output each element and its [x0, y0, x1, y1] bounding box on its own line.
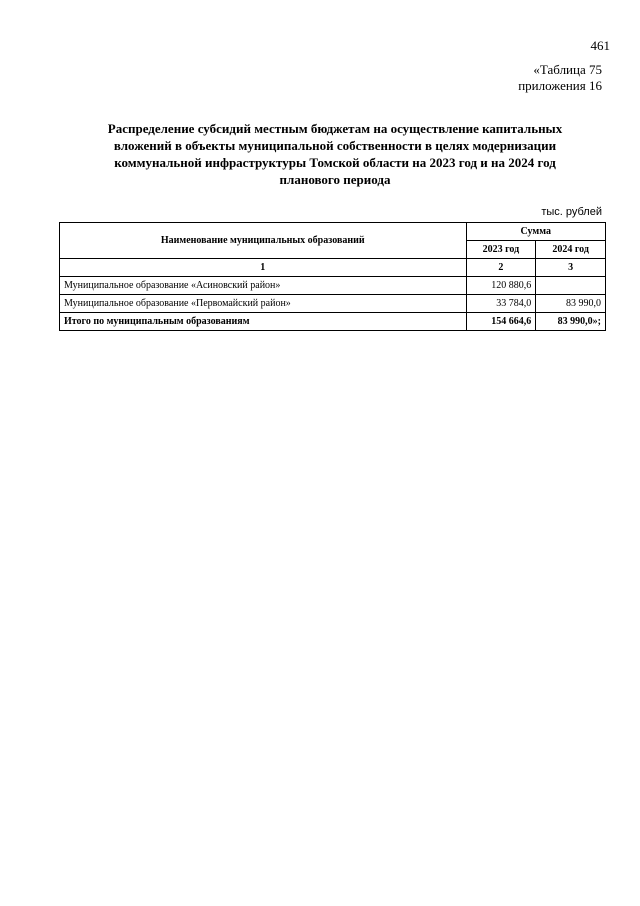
- row-name: Муниципальное образование «Первомайский район»: [60, 295, 467, 313]
- table-header-row: [60, 223, 606, 241]
- column-number: 2: [466, 259, 536, 277]
- title-line1: Распределение субсидий местным бюджетам на осуществление капитальных: [107, 121, 563, 136]
- table-total-row: [60, 313, 606, 331]
- subsidy-table: [59, 222, 606, 331]
- table-reference: [518, 62, 602, 94]
- header-year-2023: 2023 год: [466, 241, 536, 259]
- row-value-2023: 120 880,6: [466, 277, 536, 295]
- table-reference-line2: приложения 16: [518, 78, 602, 93]
- table-row: [60, 277, 606, 295]
- total-value-2023: 154 664,6: [466, 313, 536, 331]
- row-name: Муниципальное образование «Асиновский район»: [60, 277, 467, 295]
- column-number: 1: [60, 259, 467, 277]
- column-number: 3: [536, 259, 606, 277]
- column-number-row: [60, 259, 606, 277]
- table-reference-line1: «Таблица 75: [533, 62, 602, 77]
- row-value-2024: [536, 277, 606, 295]
- header-year-2024: 2024 год: [536, 241, 606, 259]
- title-line3: коммунальной инфраструктуры Томской области на 2023 год и на 2024 год: [114, 155, 556, 170]
- units-label: тыс. рублей: [541, 206, 602, 218]
- title-line2: вложений в объекты муниципальной собственности в целях модернизации: [113, 138, 557, 153]
- total-name: Итого по муниципальным образованиям: [60, 313, 467, 331]
- title-line4: планового периода: [279, 172, 391, 187]
- page-number: 461: [590, 38, 610, 53]
- document-title: [70, 120, 600, 188]
- row-value-2024: 83 990,0: [536, 295, 606, 313]
- total-value-2024: 83 990,0»;: [536, 313, 606, 331]
- header-sum: Сумма: [466, 223, 605, 241]
- row-value-2023: 33 784,0: [466, 295, 536, 313]
- table-row: [60, 295, 606, 313]
- header-name: Наименование муниципальных образований: [60, 223, 467, 259]
